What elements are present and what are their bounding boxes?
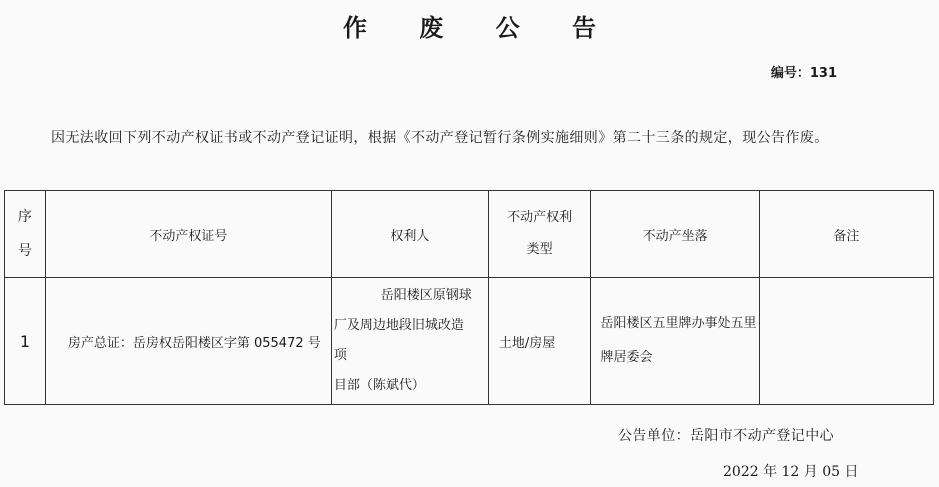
header-seq-line2: 号 xyxy=(17,243,32,259)
header-seq-line1: 序 xyxy=(17,209,32,225)
header-seq xyxy=(5,191,46,278)
cell-type: 土地/房屋 xyxy=(488,278,591,405)
header-location: 不动产坐落 xyxy=(591,191,759,278)
header-owner: 权利人 xyxy=(331,191,488,278)
owner-line2: 厂及周边地段旧城改造项 xyxy=(333,318,464,363)
header-type-line2: 类型 xyxy=(526,242,553,257)
table-row xyxy=(5,278,934,405)
cell-location xyxy=(591,278,759,405)
doc-number: 编号：131 xyxy=(770,66,837,81)
header-type-line1: 不动产权利 xyxy=(507,210,573,225)
issuing-unit: 公告单位：岳阳市不动产登记中心 xyxy=(618,428,834,444)
header-type xyxy=(488,191,591,278)
cell-seq: 1 xyxy=(5,278,46,405)
location-line1: 岳阳楼区五里牌办事处五里 xyxy=(600,316,757,331)
cell-cert-no: 房产总证：岳房权岳阳楼区字第 055472 号 xyxy=(45,278,331,405)
cell-remarks xyxy=(759,278,933,405)
notice-title: 作 废 公 告 xyxy=(342,14,619,42)
issue-date: 2022 年 12 月 05 日 xyxy=(723,464,859,480)
certificate-table xyxy=(4,190,934,405)
table-header-row xyxy=(5,191,934,278)
location-line2: 牌居委会 xyxy=(600,350,653,365)
header-remarks: 备注 xyxy=(759,191,933,278)
cell-owner xyxy=(331,278,488,405)
owner-line1: 岳阳楼区原钢球 xyxy=(380,288,472,303)
intro-paragraph: 因无法收回下列不动产权证书或不动产登记证明，根据《不动产登记暂行条例实施细则》第二十三条的规定，现公告作废。 xyxy=(51,130,829,146)
header-cert-no: 不动产权证号 xyxy=(45,191,331,278)
owner-line3: 目部（陈斌代） xyxy=(333,378,425,393)
